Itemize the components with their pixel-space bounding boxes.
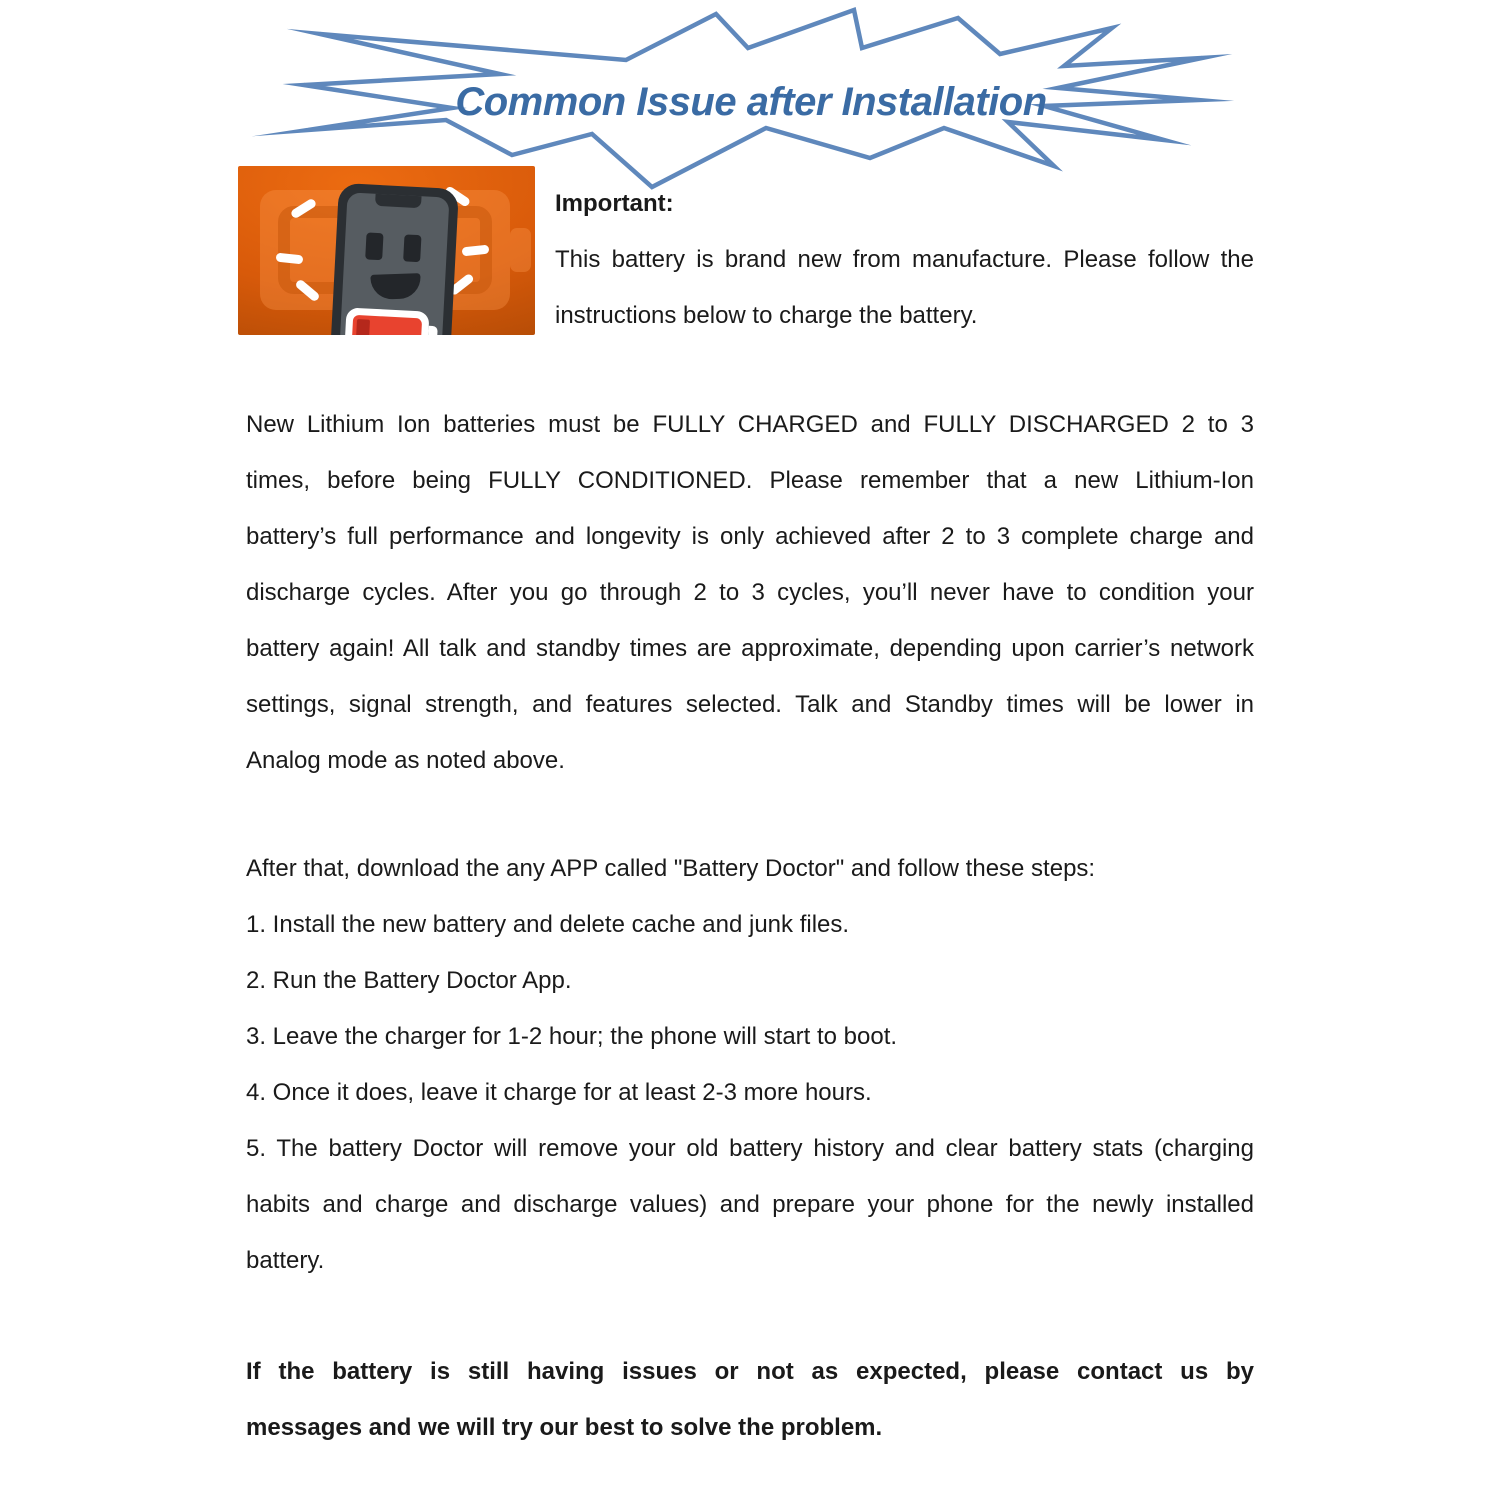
steps-intro: After that, download the any APP called "Battery Doctor" and follow these steps:	[246, 855, 1096, 882]
sad-phone-icon	[330, 183, 459, 335]
text-line: settings, signal strength, and features selected. Talk and Standby times will be lower in	[246, 691, 1254, 718]
battery-terminal	[428, 326, 438, 335]
phone-eye	[403, 234, 421, 262]
text-line: 5. The battery Doctor will remove your old battery history and clear battery stats (charging	[246, 1135, 1254, 1162]
text-line: If the battery is still having issues or not as expected, please contact us by	[246, 1358, 1254, 1385]
low-battery-icon	[344, 307, 438, 335]
text-line: New Lithium Ion batteries must be FULLY CHARGED and FULLY DISCHARGED 2 to 3	[246, 411, 1254, 438]
page-title: Common Issue after Installation	[455, 80, 1047, 124]
steps-section	[246, 841, 1254, 1289]
step-item: 1. Install the new battery and delete cache and junk files.	[246, 911, 850, 938]
phone-notch	[375, 194, 422, 208]
step-item: 4. Once it does, leave it charge for at least 2-3 more hours.	[246, 1079, 872, 1106]
text-line: discharge cycles. After you go through 2 to 3 cycles, you’ll never have to condition your	[246, 579, 1254, 606]
text-line: battery’s full performance and longevity is only achieved after 2 to 3 complete charge and	[246, 523, 1254, 550]
text-line: Analog mode as noted above.	[246, 747, 565, 774]
battery-outline	[344, 307, 429, 335]
title-starburst	[296, 8, 1206, 190]
hero-image	[238, 166, 535, 335]
step-item: 3. Leave the charger for 1-2 hour; the phone will start to boot.	[246, 1023, 898, 1050]
text-line: times, before being FULLY CONDITIONED. Please remember that a new Lithium-Ion	[246, 467, 1254, 494]
important-section	[555, 176, 1254, 344]
text-line: battery again! All talk and standby times are approximate, depending upon carrier’s network	[246, 635, 1254, 662]
closing-paragraph	[246, 1344, 1254, 1456]
step-item	[246, 1121, 1254, 1289]
battery-charge-bar	[356, 319, 370, 335]
important-paragraph	[555, 232, 1254, 344]
body-paragraph	[246, 397, 1254, 789]
battery-fill	[351, 315, 422, 335]
phone-eye	[365, 232, 383, 260]
important-heading: Important:	[555, 190, 674, 217]
text-line: battery.	[246, 1247, 325, 1274]
text-line: instructions below to charge the battery.	[555, 302, 978, 329]
text-line: habits and charge and discharge values) and prepare your phone for the newly installed	[246, 1191, 1254, 1218]
step-item: 2. Run the Battery Doctor App.	[246, 967, 572, 994]
text-line: messages and we will try our best to solve the problem.	[246, 1414, 883, 1441]
text-line: This battery is brand new from manufacture. Please follow the	[555, 246, 1254, 273]
